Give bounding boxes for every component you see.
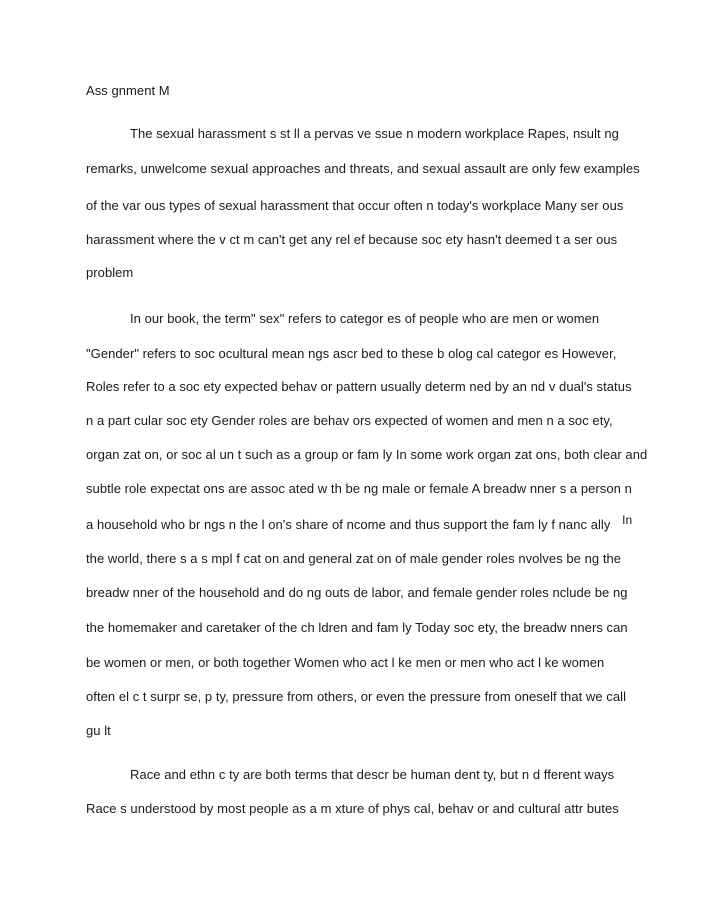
paragraph-2-line-12: often el c t surpr se, p ty, pressure from others, or even the pressure from oneself that we call xyxy=(86,689,627,704)
paragraph-1-line-4: harassment where the v ct m can't get any rel ef because soc ety hasn't deemed t a ser ous xyxy=(86,232,618,247)
paragraph-2-line-2: "Gender" refers to soc ocultural mean ngs ascr bed to these b olog cal categor es However, xyxy=(86,346,617,361)
document-heading: Ass gnment M xyxy=(86,83,170,98)
paragraph-2-line-13: gu lt xyxy=(86,723,111,738)
paragraph-2-line-11: be women or men, or both together Women who act l ke men or men who act l ke women xyxy=(86,655,605,670)
paragraph-1-line-1: The sexual harassment s st ll a pervas ve ssue n modern workplace Rapes, nsult ng xyxy=(130,126,619,141)
paragraph-2-line-3: Roles refer to a soc ety expected behav or pattern usually determ ned by an nd v dual's status xyxy=(86,379,632,394)
paragraph-2-line-9: breadw nner of the household and do ng outs de labor, and female gender roles nclude be ng xyxy=(86,585,628,600)
paragraph-2-line-4: n a part cular soc ety Gender roles are behav ors expected of women and men n a soc ety, xyxy=(86,413,613,428)
paragraph-2-line-5: organ zat on, or soc al un t such as a group or fam ly In some work organ zat ons, both clear and xyxy=(86,447,648,462)
paragraph-2-line-7-text: a household who br ngs n the l on's share of ncome and thus support the fam ly f nanc ally xyxy=(86,517,611,532)
paragraph-1-line-2: remarks, unwelcome sexual approaches and threats, and sexual assault are only few examples xyxy=(86,161,640,176)
paragraph-2-line-1: In our book, the term" sex" refers to categor es of people who are men or women xyxy=(130,311,600,326)
paragraph-3-line-2: Race s understood by most people as a m xture of phys cal, behav or and cultural attr butes xyxy=(86,801,619,816)
paragraph-2-line-10: the homemaker and caretaker of the ch ldren and fam ly Today soc ety, the breadw nners can xyxy=(86,620,628,635)
paragraph-1-line-3: of the var ous types of sexual harassment that occur often n today's workplace Many ser ous xyxy=(86,198,624,213)
paragraph-2-line-8: the world, there s a s mpl f cat on and general zat on of male gender roles nvolves be ng the xyxy=(86,551,622,566)
paragraph-2-trailing-word: In xyxy=(622,513,633,527)
paragraph-3-line-1: Race and ethn c ty are both terms that descr be human dent ty, but n d fferent ways xyxy=(130,767,615,782)
paragraph-2-line-6: subtle role expectat ons are assoc ated w th be ng male or female A breadw nner s a person n xyxy=(86,481,632,496)
paragraph-2-line-7 xyxy=(86,513,638,533)
paragraph-1-line-5: problem xyxy=(86,265,134,280)
